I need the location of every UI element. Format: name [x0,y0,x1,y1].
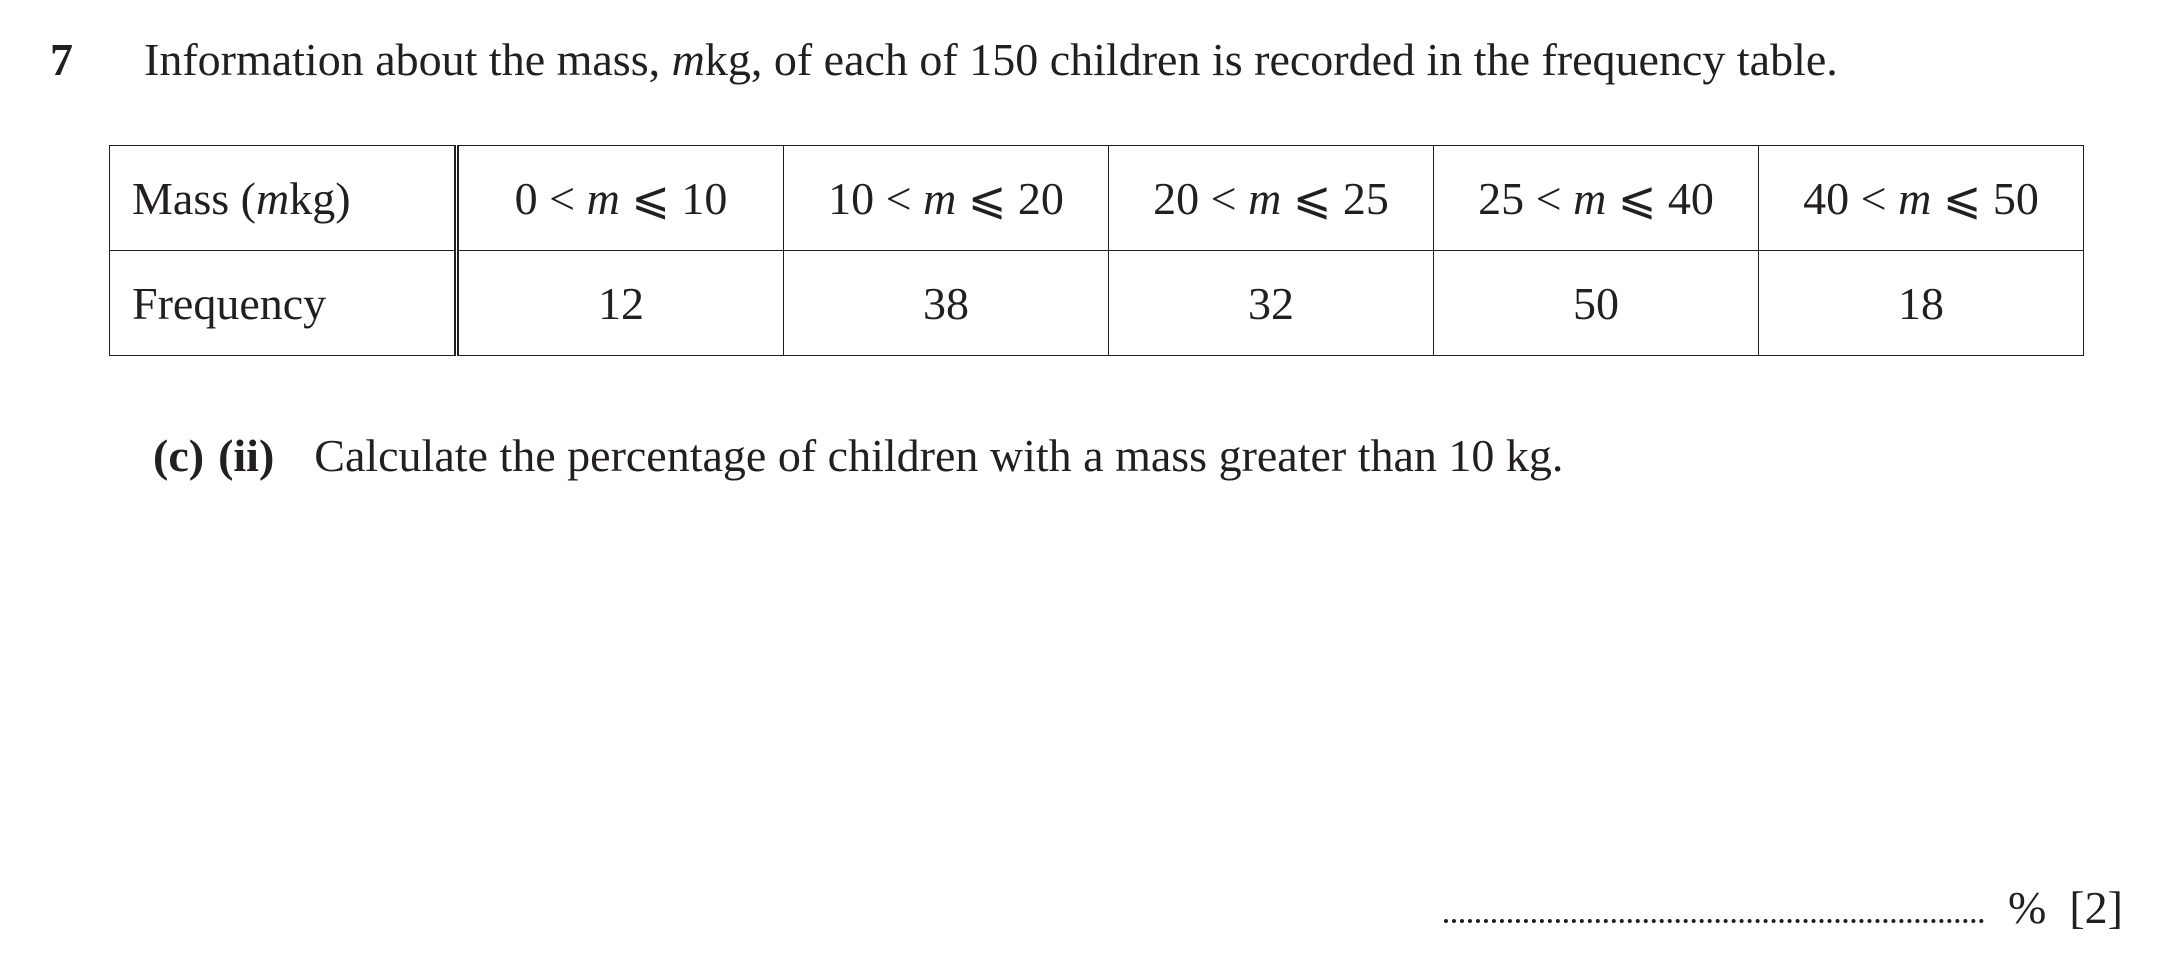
lt-symbol: < [1860,173,1887,224]
question-number: 7 [50,34,73,85]
le-symbol: ⩽ [1292,173,1332,224]
intro-text-end: kg, of each of 150 children is recorded in the frequency table. [704,34,1838,85]
part-label: (c) [153,430,205,481]
answer-line [1444,878,2123,938]
answer-unit: % [2008,882,2047,933]
interval-var: m [923,173,957,224]
interval-lower: 20 [1153,173,1200,224]
frequency-cell: 18 [1759,251,2084,356]
interval-lower: 0 [514,173,538,224]
intro-variable: m [671,34,705,85]
mass-label-pre: Mass ( [132,172,256,224]
subpart-label: (ii) [218,430,275,481]
frequency-table [109,145,2084,356]
mass-label-post: kg) [289,172,351,224]
lt-symbol: < [885,173,912,224]
interval-upper: 50 [1992,173,2039,224]
answer-blank[interactable] [1444,883,1984,923]
interval-upper: 20 [1017,173,1064,224]
mass-label-var: m [255,172,290,224]
interval-var: m [1898,173,1932,224]
frequency-row [110,251,2084,356]
question-intro [144,30,1838,90]
lt-symbol: < [549,173,576,224]
interval-var: m [1573,173,1607,224]
interval-upper: 25 [1342,173,1389,224]
frequency-cell: 32 [1109,251,1434,356]
interval-cell [457,146,784,251]
interval-cell [1434,146,1759,251]
interval-cell [1109,146,1434,251]
frequency-cell: 12 [457,251,784,356]
question-part [153,426,1563,486]
le-symbol: ⩽ [1942,173,1982,224]
interval-lower: 25 [1478,173,1525,224]
part-text: Calculate the percentage of children with a mass greater than 10 kg. [314,430,1564,481]
frequency-cell: 50 [1434,251,1759,356]
interval-var: m [586,173,620,224]
frequency-header-cell: Frequency [110,251,457,356]
le-symbol: ⩽ [967,173,1007,224]
interval-lower: 40 [1803,173,1850,224]
intro-text-start: Information about the mass, [144,34,672,85]
frequency-cell: 38 [784,251,1109,356]
le-symbol: ⩽ [631,173,670,224]
interval-cell [1759,146,2084,251]
marks-label: [2] [2069,882,2123,933]
interval-lower: 10 [828,173,875,224]
interval-cell [784,146,1109,251]
interval-var: m [1248,173,1282,224]
interval-upper: 10 [681,173,728,224]
interval-upper: 40 [1667,173,1714,224]
mass-header-cell [110,146,457,251]
lt-symbol: < [1210,173,1237,224]
mass-row [110,146,2084,251]
lt-symbol: < [1535,173,1562,224]
le-symbol: ⩽ [1617,173,1657,224]
